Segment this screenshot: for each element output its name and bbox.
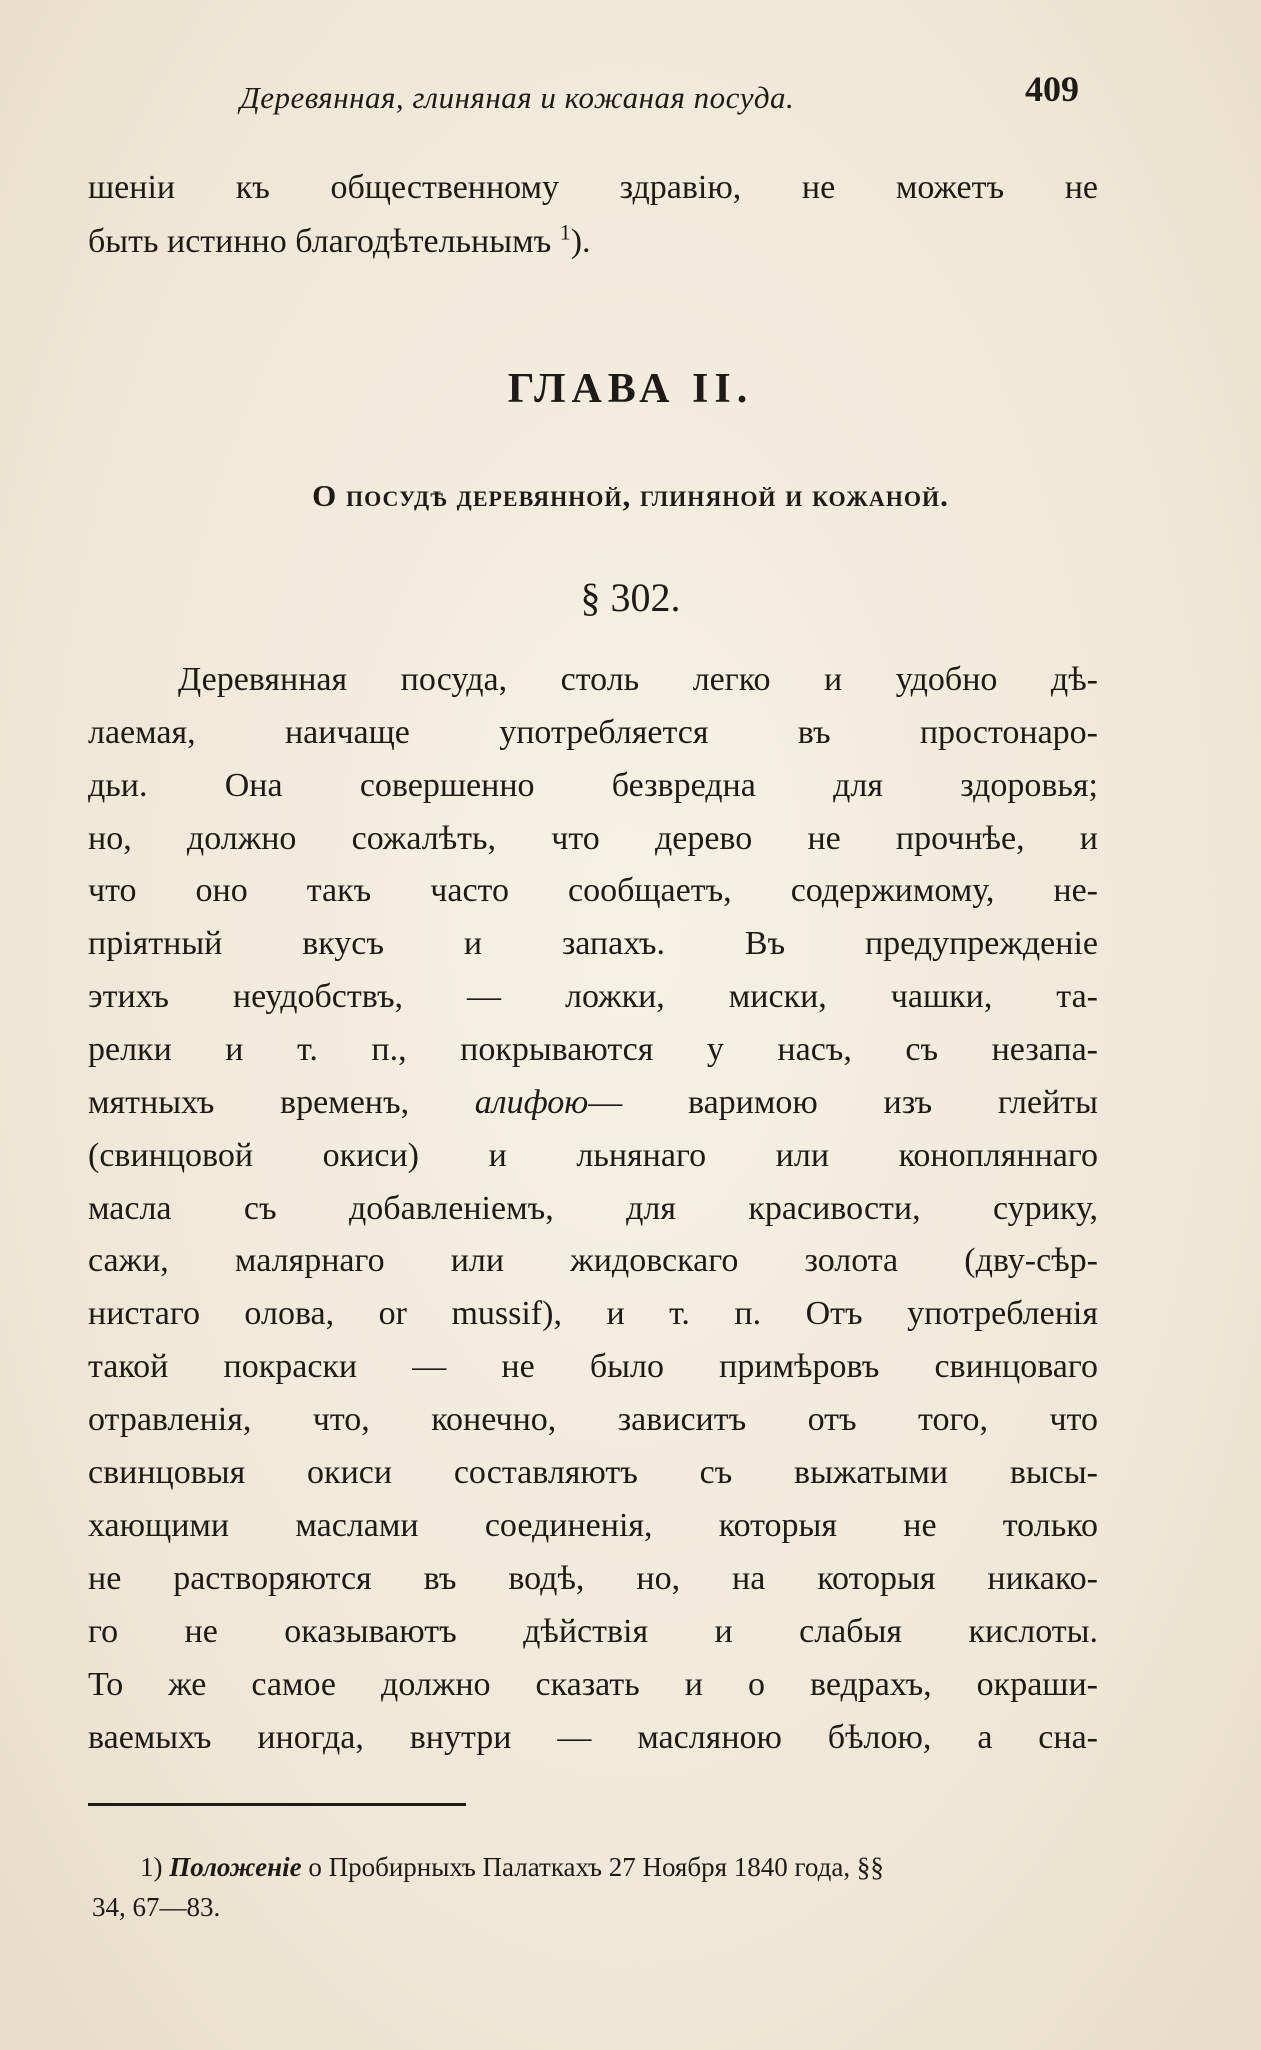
footnote-italic-title: Положеніе (169, 1852, 302, 1882)
footnote-reference[interactable]: 1 (559, 219, 571, 245)
text-line: такой покраски — не было примѣровъ свинцоваго (88, 1348, 1098, 1385)
footnote-marker: 1) (140, 1852, 163, 1882)
text-line: шеніи къ общественному здравію, не можетъ не (88, 169, 1098, 206)
text-line: хающими маслами соединенія, которыя не только (88, 1507, 1098, 1544)
text-line: нистаго олова, or mussif), и т. п. Отъ употребленія (88, 1295, 1098, 1332)
page-number: 409 (1025, 69, 1079, 109)
text-line: этихъ неудобствъ, — ложки, миски, чашки, та- (88, 978, 1098, 1015)
text-segment: мятныхъ временъ, (88, 1084, 410, 1121)
text-line: сажи, малярнаго или жидовскаго золота (дву-сѣр- (88, 1242, 1098, 1279)
text-line: релки и т. п., покрываются у насъ, съ незапа- (88, 1031, 1098, 1068)
text-line: Деревянная посуда, столь легко и удобно дѣ- (178, 661, 1098, 698)
text-line: ваемыхъ иногда, внутри — масляною бѣлою, а сна- (88, 1719, 1098, 1756)
footnote-divider (88, 1803, 466, 1806)
text-line: отравленія, что, конечно, зависитъ отъ того, что (88, 1401, 1098, 1438)
text-line (88, 1083, 1098, 1123)
chapter-subtitle: О посудѣ деревянной, глиняной и кожаной. (312, 478, 949, 513)
text-line: дьи. Она совершенно безвредна для здоровья; (88, 767, 1098, 804)
text-segment: — варимою изъ глейты (588, 1084, 1098, 1121)
text-line: свинцовыя окиси составляютъ съ выжатыми высы- (88, 1454, 1098, 1491)
text-line: То же самое должно сказать и о ведрахъ, окраши- (88, 1666, 1098, 1703)
section-heading: § 302. (580, 575, 681, 620)
text-line: го не оказываютъ дѣйствія и слабыя кислоты. (88, 1613, 1098, 1650)
text-line: не растворяются въ водѣ, но, на которыя никако- (88, 1560, 1098, 1597)
italic-term: алифою (474, 1084, 589, 1121)
text-segment: ). (570, 223, 591, 260)
running-head: Деревянная, глиняная и кожаная посуда. (240, 80, 795, 115)
text-line: пріятный вкусъ и запахъ. Въ предупрежденіе (88, 925, 1098, 962)
text-segment: быть истинно благодѣтельнымъ (88, 223, 552, 260)
chapter-title: ГЛАВА II. (507, 366, 754, 412)
footnote-text: о Пробирныхъ Палаткахъ 27 Ноября 1840 года, §§ (308, 1852, 884, 1882)
text-line: лаемая, наичаще употребляется въ простонаро- (88, 714, 1098, 751)
text-line: что оно такъ часто сообщаетъ, содержимому, не- (88, 872, 1098, 909)
text-line: (свинцовой окиси) и льнянаго или конопляннаго (88, 1137, 1098, 1174)
footnote (140, 1847, 1098, 1887)
footnote-continuation: 34, 67—83. (92, 1892, 221, 1922)
text-line: но, должно сожалѣть, что дерево не прочнѣе, и (88, 820, 1098, 857)
text-line (88, 219, 591, 262)
text-line: масла съ добавленіемъ, для красивости, сурику, (88, 1190, 1098, 1227)
